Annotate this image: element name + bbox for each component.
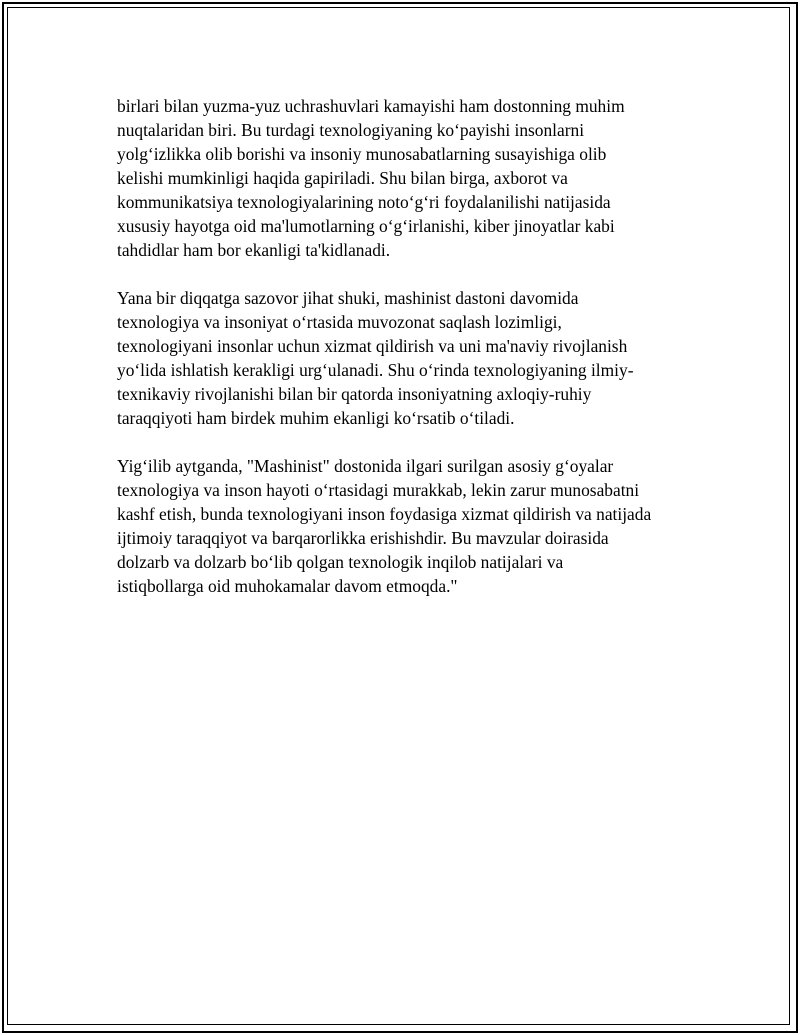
document-body <box>117 94 697 622</box>
text-line: texnikaviy rivojlanishi bilan bir qatorda insoniyatning axloqiy-ruhiy <box>117 384 592 404</box>
text-line: yolg‘izlikka olib borishi va insoniy munosabatlarning susayishiga olib <box>117 144 607 164</box>
text-line: istiqbollarga oid muhokamalar davom etmoqda." <box>117 576 458 596</box>
paragraph-1 <box>117 94 697 262</box>
text-line: kommunikatsiya texnologiyalarining noto‘g‘ri foydalanilishi natijasida <box>117 192 611 212</box>
text-line: xususiy hayotga oid ma'lumotlarning o‘g‘irlanishi, kiber jinoyatlar kabi <box>117 216 615 236</box>
paragraph-2 <box>117 286 697 430</box>
text-line: Yig‘ilib aytganda, "Mashinist" dostonida ilgari surilgan asosiy g‘oyalar <box>117 456 614 476</box>
text-line: Yana bir diqqatga sazovor jihat shuki, mashinist dastoni davomida <box>117 288 579 308</box>
paragraph-3 <box>117 454 697 598</box>
text-line: texnologiya va insoniyat o‘rtasida muvozonat saqlash lozimligi, <box>117 312 562 332</box>
text-line: texnologiya va inson hayoti o‘rtasidagi murakkab, lekin zarur munosabatni <box>117 480 640 500</box>
text-line: yo‘lida ishlatish kerakligi urg‘ulanadi. Shu o‘rinda texnologiyaning ilmiy- <box>117 360 634 380</box>
text-line: tahdidlar ham bor ekanligi ta'kidlanadi. <box>117 240 391 260</box>
text-line: birlari bilan yuzma-yuz uchrashuvlari kamayishi ham dostonning muhim <box>117 96 625 116</box>
text-line: ijtimoiy taraqqiyot va barqarorlikka erishishdir. Bu mavzular doirasida <box>117 528 609 548</box>
text-line: kelishi mumkinligi haqida gapiriladi. Shu bilan birga, axborot va <box>117 168 568 188</box>
text-line: texnologiyani insonlar uchun xizmat qildirish va uni ma'naviy rivojlanish <box>117 336 628 356</box>
text-line: dolzarb va dolzarb bo‘lib qolgan texnologik inqilob natijalari va <box>117 552 564 572</box>
text-line: kashf etish, bunda texnologiyani inson foydasiga xizmat qildirish va natijada <box>117 504 652 524</box>
text-line: taraqqiyoti ham birdek muhim ekanligi ko‘rsatib o‘tiladi. <box>117 408 515 428</box>
text-line: nuqtalaridan biri. Bu turdagi texnologiyaning ko‘payishi insonlarni <box>117 120 585 140</box>
